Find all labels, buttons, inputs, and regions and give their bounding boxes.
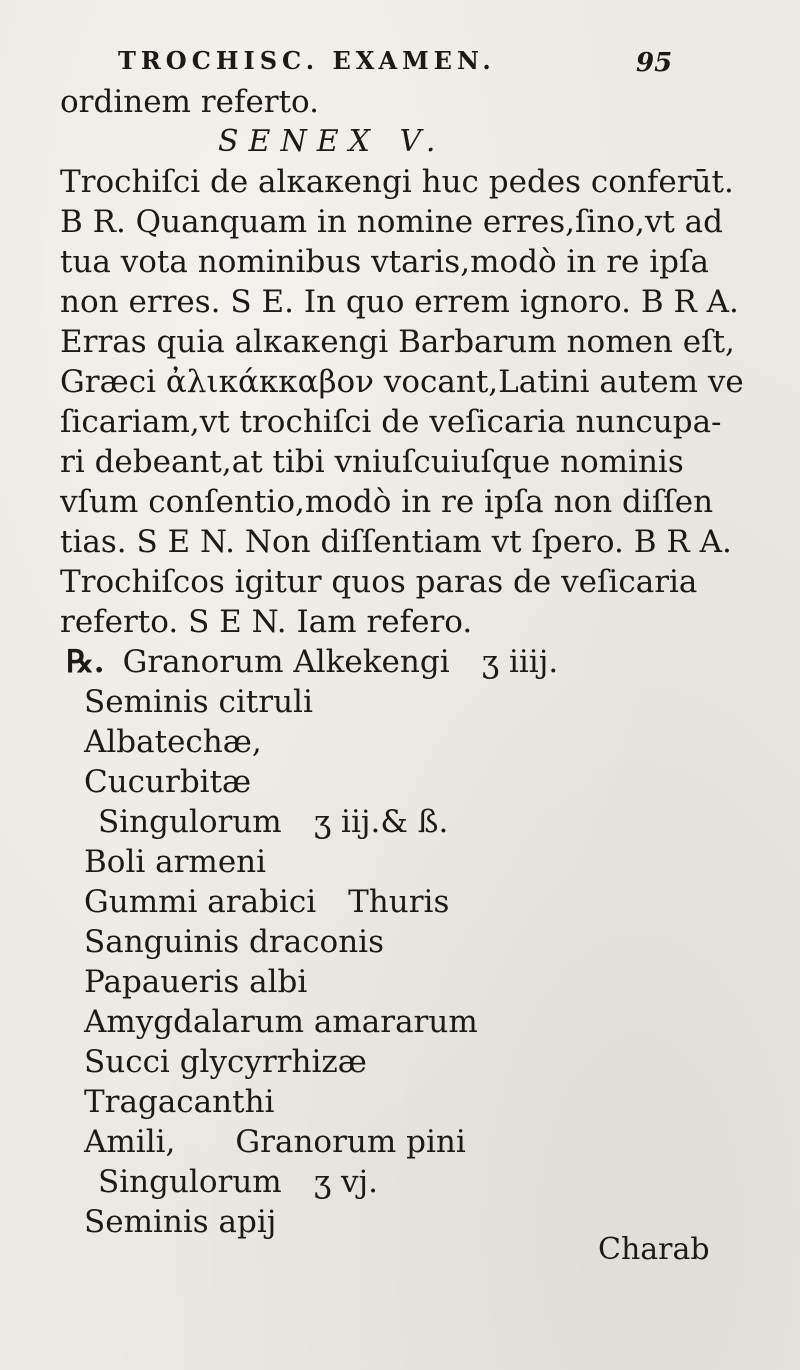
ingredient-line: Papaueris albi — [84, 964, 308, 1000]
ingredient-name: Granorum Alkekengi — [122, 644, 450, 680]
ingredient-line: Succi glycyrrhizæ — [84, 1044, 367, 1080]
ingredient-line: Cucurbitæ — [84, 764, 252, 800]
ingredient-line: Boli armeni — [84, 844, 267, 880]
ingredient-line — [60, 1122, 760, 1162]
text-line: ordinem referto. — [60, 84, 320, 120]
ingredient-quantity: ʒ iij.& ß. — [313, 804, 449, 840]
ingredient-quantity: ʒ vj. — [313, 1164, 379, 1200]
ingredient-name: Singulorum — [98, 804, 282, 840]
ingredient-line: Seminis citruli — [84, 684, 313, 720]
text-line: non erres. S E. In quo errem ignoro. B R A. — [60, 284, 739, 320]
text-line: ri debeant,at tibi vniuſcuiuſque nominis — [60, 444, 684, 480]
recipe-line — [60, 642, 760, 682]
text-line: B R. Quanquam in nomine erres,ſino,vt ad — [60, 204, 724, 240]
catchword: Charab — [598, 1232, 710, 1267]
ingredient-name: Singulorum — [98, 1164, 282, 1200]
text-line: Erras quia alκaκengi Barbarum nomen eſt, — [60, 324, 735, 360]
running-head: TROCHISC. EXAMEN. — [118, 46, 496, 75]
ingredient-line — [60, 802, 760, 842]
text-line: tua vota nominibus vtaris,modò in re ipſa — [60, 244, 709, 280]
ingredient-line: Amygdalarum amararum — [84, 1004, 478, 1040]
ingredient-line: Tragacanthi — [84, 1084, 275, 1120]
recipe-symbol: ℞. — [66, 644, 105, 680]
page-header — [118, 40, 718, 80]
ingredient-quantity: ʒ iiij. — [481, 644, 559, 680]
ingredient-name: Granorum pini — [235, 1124, 466, 1160]
ingredient-line — [60, 1162, 760, 1202]
page-number: 95 — [636, 48, 673, 78]
text-line: Trochiſci de alκaκengi huc pedes conferūt. — [60, 164, 734, 200]
text-line: Græci ἀλικάκκαβον vocant,Latini autem ve — [60, 364, 744, 400]
text-line: referto. S E N. Iam refero. — [60, 604, 473, 640]
ingredient-line — [60, 882, 760, 922]
text-line: tias. S E N. Non diſſentiam vt ſpero. B R A. — [60, 524, 732, 560]
text-line: Trochiſcos igitur quos paras de veſicaria — [60, 564, 698, 600]
ingredient-name: Amili, — [84, 1124, 176, 1160]
text-line: ſicariam,vt trochiſci de veſicaria nuncupa- — [60, 404, 722, 440]
ingredient-name: Gummi arabici — [84, 884, 317, 920]
body-text — [60, 82, 760, 1242]
section-heading: SENEX V. — [218, 124, 446, 159]
ingredient-line: Seminis apij — [84, 1204, 277, 1240]
ingredient-line: Albatechæ, — [84, 724, 262, 760]
ingredient-line: Sanguinis draconis — [84, 924, 385, 960]
ingredient-name: Thuris — [348, 884, 450, 920]
text-line: vſum conſentio,modò in re ipſa non diſſen — [60, 484, 714, 520]
